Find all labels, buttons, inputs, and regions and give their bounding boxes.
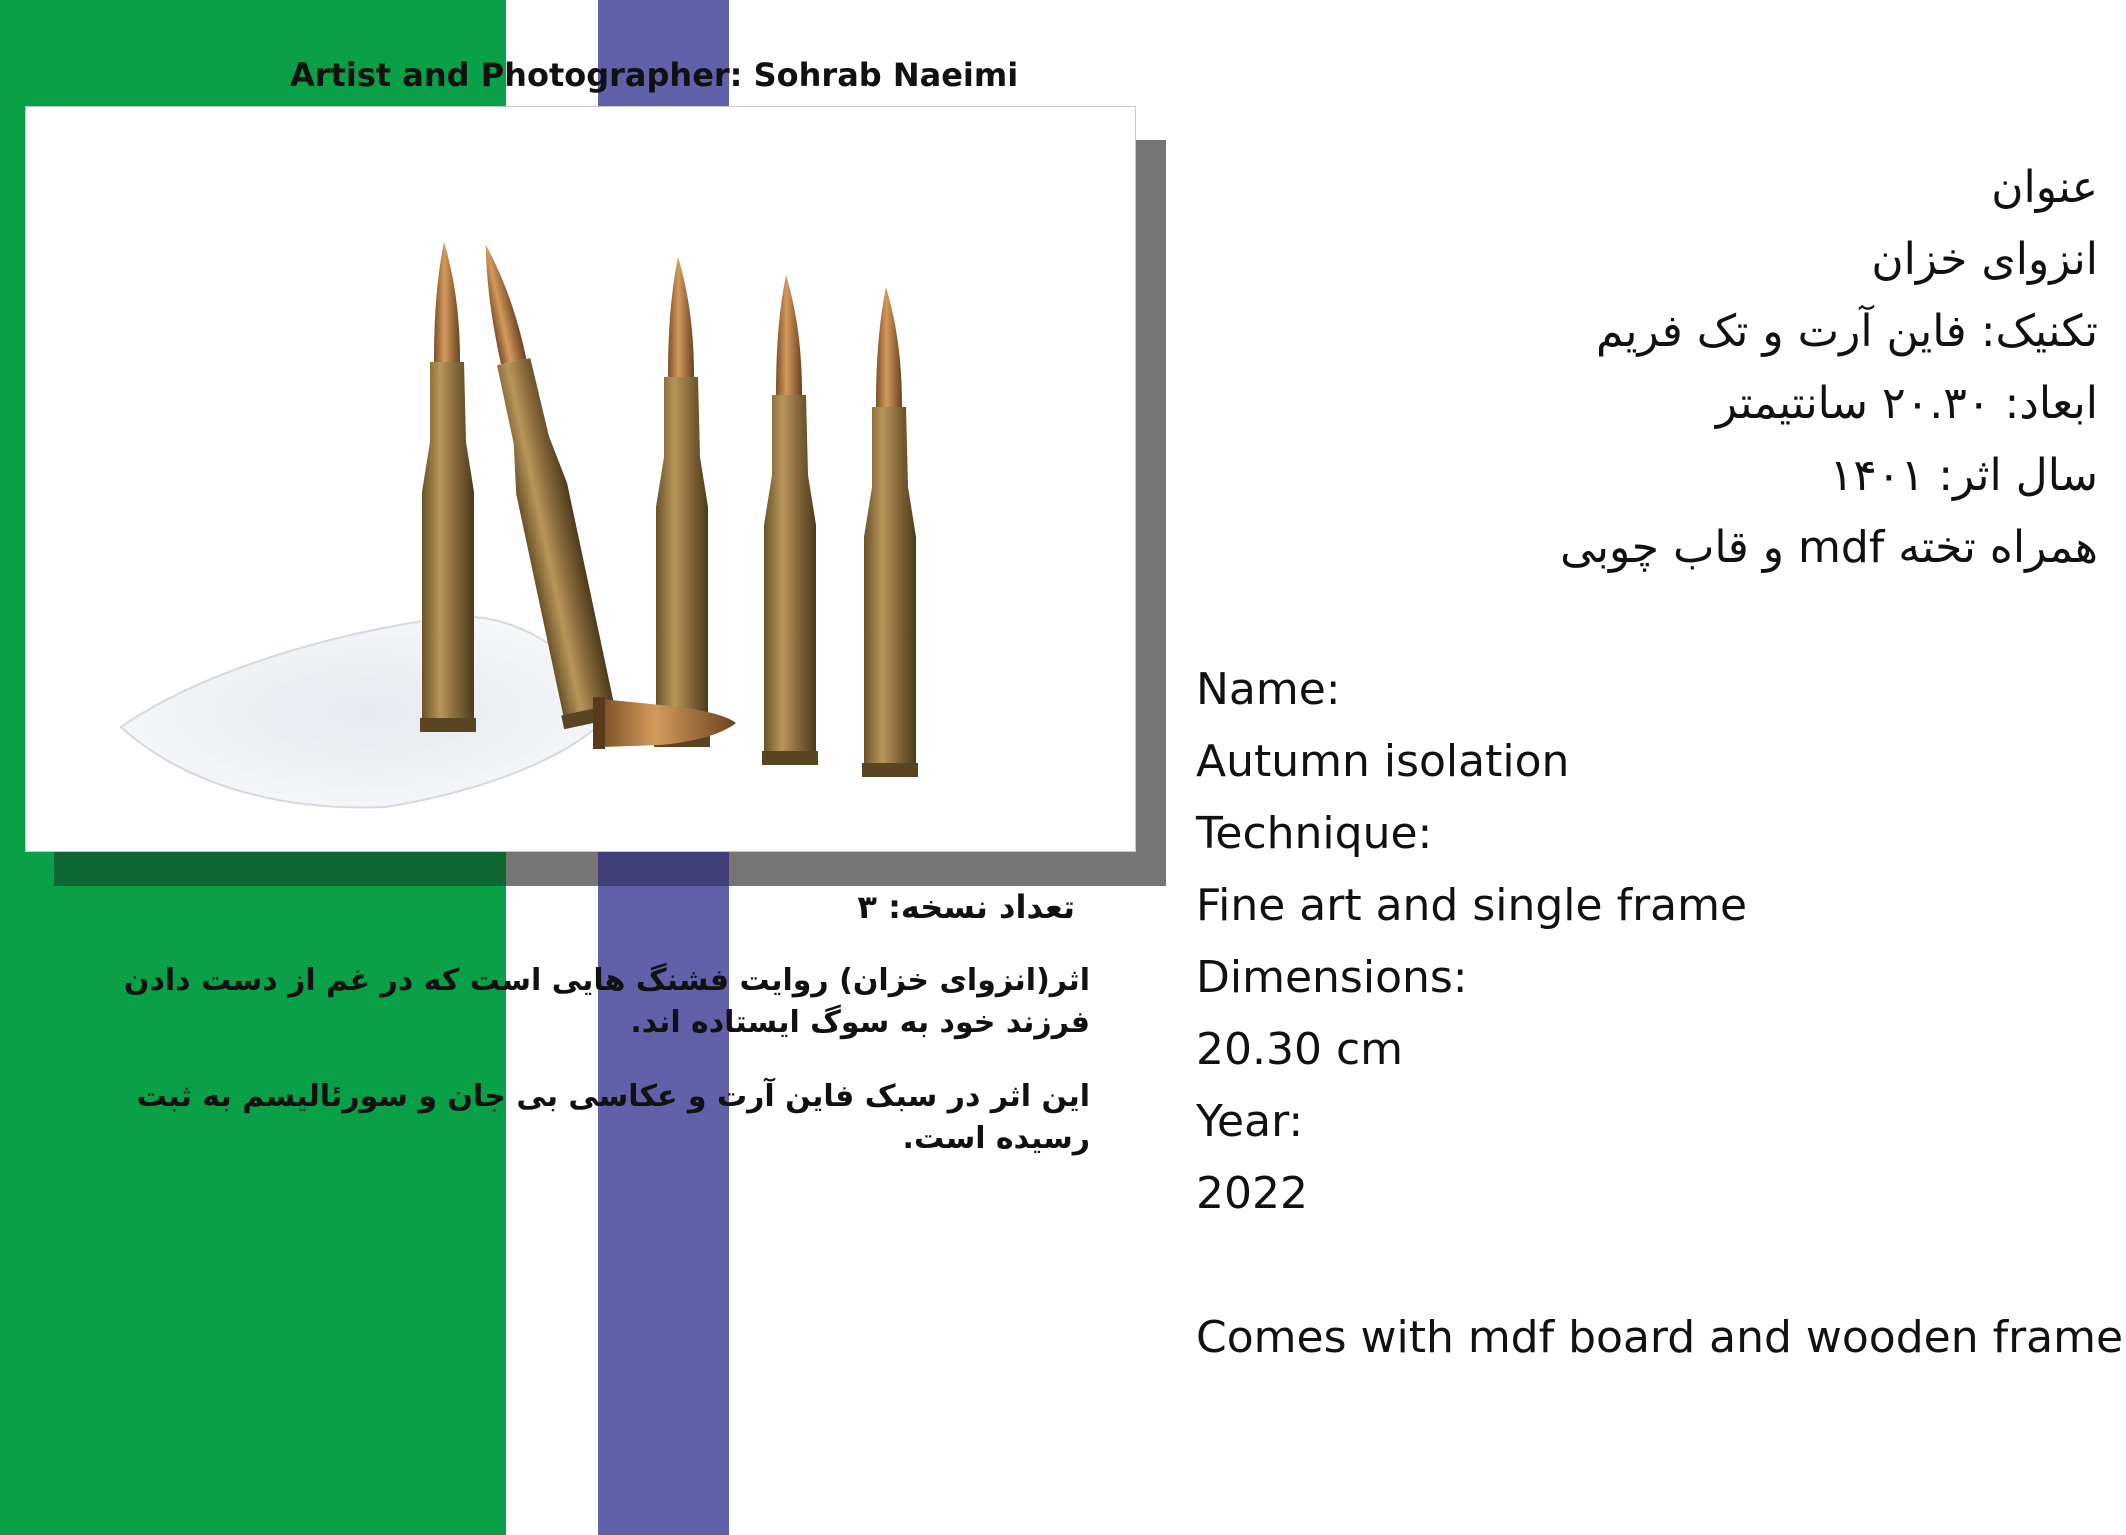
fa-title-value: انزوای خزان <box>1871 234 2098 285</box>
artist-credit: Artist and Photographer: Sohrab Naeimi <box>290 56 1019 94</box>
shadow-blue-strip <box>598 846 729 886</box>
cartridge-4 <box>762 275 818 765</box>
english-info <box>1196 654 2124 1374</box>
fa-title-label: عنوان <box>1991 162 2098 213</box>
description-persian-1: اثر(انزوای خزان) روایت فشنگ هایی است که در غم از دست دادن فرزند خود به سوگ ایستاده اند. <box>123 963 1090 1040</box>
en-year-label: Year: <box>1196 1096 1304 1147</box>
fa-year: سال اثر: ۱۴۰۱ <box>1829 450 2098 501</box>
artwork-photo <box>25 106 1136 852</box>
en-year-value: 2022 <box>1196 1168 1308 1219</box>
en-name-label: Name: <box>1196 664 1341 715</box>
cloth-icon <box>121 617 616 808</box>
fa-dimensions: ابعاد: ۲۰.۳۰ سانتیمتر <box>1715 378 2098 429</box>
en-frame-note: Comes with mdf board and wooden frame <box>1196 1312 2124 1363</box>
en-technique-label: Technique: <box>1196 808 1433 859</box>
cartridge-1 <box>420 242 476 732</box>
bullets-photo-icon <box>26 107 1136 852</box>
fa-technique: تکنیک: فاین آرت و تک فریم <box>1595 306 2098 357</box>
shadow-green-strip <box>54 846 506 886</box>
fa-frame-note: همراه تخته mdf و قاب چوبی <box>1560 522 2098 573</box>
description-persian-2: این اثر در سبک فاین آرت و عکاسی بی جان و سورئالیسم به ثبت رسیده است. <box>136 1079 1090 1156</box>
en-name-value: Autumn isolation <box>1196 736 1570 787</box>
en-dimensions-label: Dimensions: <box>1196 952 1468 1003</box>
cartridge-3 <box>654 257 710 747</box>
persian-info <box>1338 152 2098 584</box>
en-dimensions-value: 20.30 cm <box>1196 1024 1404 1075</box>
copies-count: تعداد نسخه: ۳ <box>857 888 1075 926</box>
en-technique-value: Fine art and single frame <box>1196 880 1748 931</box>
cartridge-5 <box>862 287 918 777</box>
